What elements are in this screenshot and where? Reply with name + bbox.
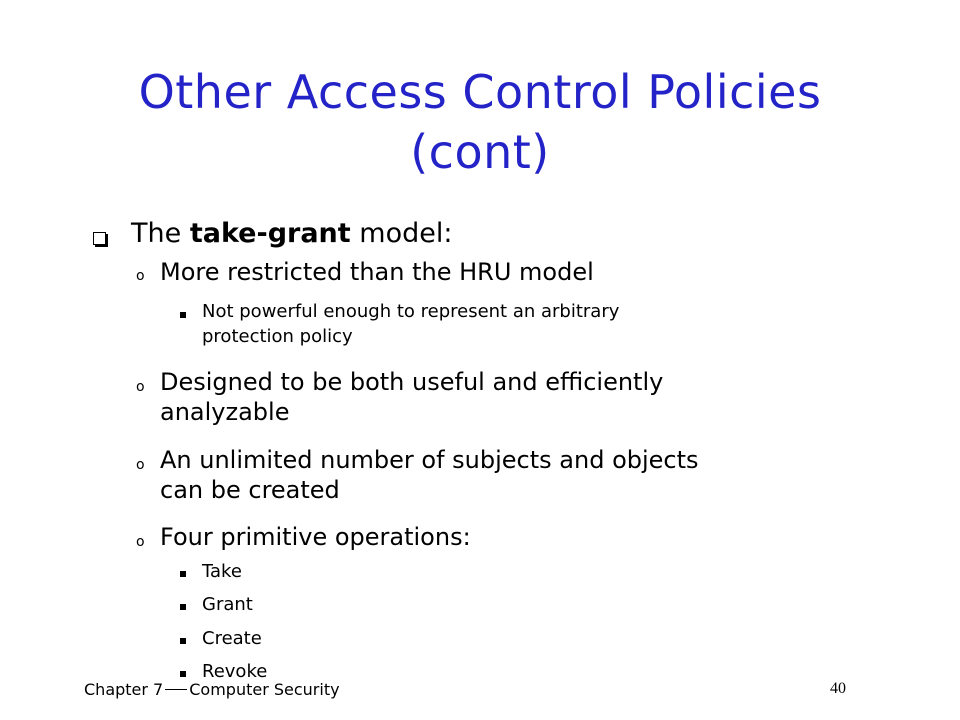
footer-chapter (84, 680, 340, 699)
circle-bullet-icon: o (136, 534, 145, 550)
bullet-take-grant (131, 218, 452, 249)
title-line-2: (cont) (410, 125, 550, 179)
sub-bullet-designed-line2: analyzable (160, 398, 290, 426)
footer-dash-icon (165, 689, 187, 690)
footer-topic: Computer Security (189, 680, 340, 699)
small-square-bullet-icon (180, 604, 186, 610)
bullet-text-bold: take-grant (189, 218, 351, 249)
slide-title (60, 62, 900, 182)
bullet-text-prefix: The (131, 218, 190, 249)
footer-chapter-label: Chapter 7 (84, 680, 164, 699)
small-square-bullet-icon (180, 638, 186, 644)
op-item: Revoke (202, 661, 268, 682)
circle-bullet-icon: o (136, 379, 145, 395)
op-item: Grant (202, 594, 253, 615)
sub-bullet-unlimited-line1: An unlimited number of subjects and objects (160, 446, 699, 474)
op-item: Create (202, 628, 262, 649)
sub-bullet-restricted: More restricted than the HRU model (160, 258, 594, 286)
sub-sub-bullet-line1: Not powerful enough to represent an arbitrary (202, 301, 620, 322)
sub-bullet-unlimited-line2: can be created (160, 476, 340, 504)
bullet-text-suffix: model: (350, 218, 453, 249)
square-bullet-icon (93, 232, 106, 245)
small-square-bullet-icon (180, 671, 186, 677)
circle-bullet-icon: o (136, 268, 145, 284)
small-square-bullet-icon (180, 571, 186, 577)
sub-bullet-designed-line1: Designed to be both useful and efficiently (160, 368, 664, 396)
small-square-bullet-icon (180, 312, 186, 318)
page-number: 40 (830, 680, 846, 697)
title-line-1: Other Access Control Policies (138, 65, 822, 119)
op-item: Take (202, 561, 242, 582)
sub-sub-bullet-line2: protection policy (202, 326, 353, 347)
circle-bullet-icon: o (136, 457, 145, 473)
sub-bullet-four-ops: Four primitive operations: (160, 523, 471, 551)
